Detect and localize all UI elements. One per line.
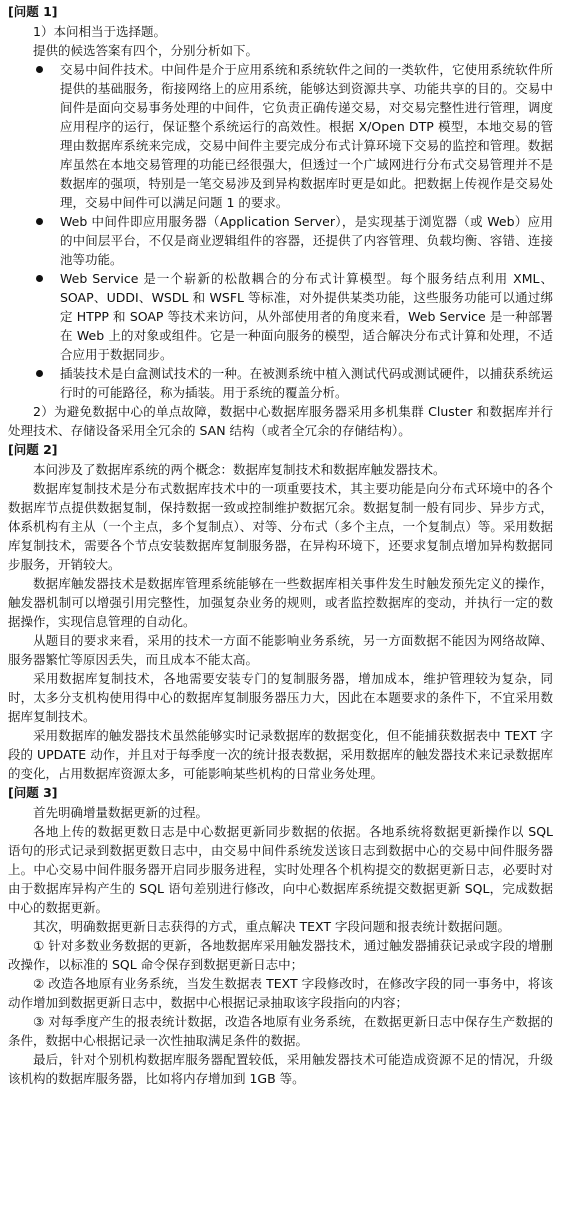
bullet-icon (36, 370, 43, 377)
bullet-text: 交易中间件技术。中间件是介于应用系统和系统软件之间的一类软件，它使用系统软件所提供的基础服务，衔接网络上的应用系统，能够达到资源共享、功能共享的目的。交易中间件是面向交易事务处理的中间件，它负责正确传递交易，对交易完整性进行管理，调度应用程序的运行，保证整个系统运行的高效性。根据 X/Open DTP 模型，本地交易的管理由数据库系统来完成，交易中间件主要完成分布式计算环境下交易的监控和管理。数据库虽然在本地交易管理的功能已经很强大，但透过一个广域网进行分布式交易管理并不是数据库的强项，特别是一笔交易涉及到异构数据库时更是如此。把数据上传视作是交易处理，交易中间件可以满足问题 1 的要求。 (60, 62, 553, 210)
list-item (60, 212, 553, 269)
bullet-text: Web 中间件即应用服务器（Application Server），是实现基于浏览器（或 Web）应用的中间层平台，不仅是商业逻辑组件的容器，还提供了内容管理、负载均衡、容错、连接池等功能。 (60, 214, 553, 267)
paragraph: 其次，明确数据更新日志获得的方式，重点解决 TEXT 字段问题和报表统计数据问题。 (33, 919, 510, 934)
paragraph: 采用数据库复制技术，各地需要安装专门的复制服务器，增加成本，维护管理较为复杂，同时，太多分支机构使用得中心的数据库复制服务器压力大，因此在本题要求的条件下，不宜采用数据库复制技术。 (8, 671, 553, 724)
paragraph: 各地上传的数据更数日志是中心数据更新同步数据的依据。各地系统将数据更新操作以 SQL 语句的形式记录到数据更数日志中，由交易中间件系统发送该日志到数据中心的交易中间件服务器上。中心交易中间件服务器开启同步服务进程，实时处理各个机构提交的数据更新日志，必要时对由于数据库异构产生的 SQL 语句差别进行修改，向中心数据库系统提交数据更新 SQL，完成数据中心的数据更新。 (8, 824, 553, 915)
bullet-text: 插装技术是白盒测试技术的一种。在被测系统中植入测试代码或测试硬件，以捕获系统运行时的可能路径，称为插装。用于系统的覆盖分析。 (60, 366, 553, 400)
paragraph: ① 针对多数业务数据的更新，各地数据库采用触发器技术，通过触发器捕获记录或字段的增删改操作，以标准的 SQL 命令保存到数据更新日志中； (8, 938, 553, 972)
list-item (60, 269, 553, 364)
paragraph: 本问涉及了数据库系统的两个概念：数据库复制技术和数据库触发器技术。 (33, 462, 446, 477)
paragraph: 数据库触发器技术是数据库管理系统能够在一些数据库相关事件发生时触发预先定义的操作，触发器机制可以增强引用完整性，加强复杂业务的规则，或者监控数据库的变动，并执行一定的数据操作，实现信息管理的自动化。 (8, 576, 553, 629)
paragraph: 采用数据库的触发器技术虽然能够实时记录数据库的数据变化，但不能捕获数据表中 TEXT 字段的 UPDATE 动作，并且对于每季度一次的统计报表数据，采用数据库的触发器技术来记录数据库的变化，占用数据库资源太多，可能影响某些机构的日常业务处理。 (8, 728, 553, 781)
section-heading-q1: [问题 1] (8, 4, 58, 19)
bullet-text: Web Service 是一个崭新的松散耦合的分布式计算模型。每个服务结点利用 XML、SOAP、UDDI、WSDL 和 WSFL 等标准，对外提供某类功能，这些服务功能可以通过绑定 HTPP 和 SOAP 等技术来访问，从外部使用者的角度来看，Web Service 是一种部署在 Web 上的对象或组件。它是一种面向服务的模型，适合解决分布式计算和处理，不适合应用于数据同步。 (60, 271, 553, 362)
bullet-icon (36, 218, 43, 225)
paragraph: ③ 对每季度产生的报表统计数据，改造各地原有业务系统，在数据更新日志中保存生产数据的条件，数据中心根据记录一次性抽取满足条件的数据。 (8, 1014, 553, 1048)
paragraph: 从题目的要求来看，采用的技术一方面不能影响业务系统，另一方面数据不能因为网络故障、服务器繁忙等原因丢失，而且成本不能太高。 (8, 633, 553, 667)
paragraph: 数据库复制技术是分布式数据库技术中的一项重要技术，其主要功能是向分布式环境中的各个数据库节点提供数据复制，保持数据一致或控制维护数据冗余。数据复制一般有同步、异步方式，体系机构有主从（一个主点，多个复制点）、对等、分布式（多个主点，一个复制点）等。采用数据库复制技术，需要各个节点安装数据库复制服务器，在异构环境下，还要求复制点增加异构数据同步服务，开销较大。 (8, 481, 553, 572)
q1-item2: 2）为避免数据中心的单点故障，数据中心数据库服务器采用多机集群 Cluster 和数据库并行处理技术、存储设备采用全冗余的 SAN 结构（或者全冗余的存储结构）。 (8, 404, 553, 438)
q1-item1-title: 1）本问相当于选择题。 (33, 24, 166, 39)
section-heading-q3: [问题 3] (8, 785, 58, 800)
paragraph: 首先明确增量数据更新的过程。 (33, 805, 209, 820)
bullet-icon (36, 66, 43, 73)
section-heading-q2: [问题 2] (8, 442, 58, 457)
paragraph: ② 改造各地原有业务系统，当发生数据表 TEXT 字段修改时，在修改字段的同一事务中，将该动作增加到数据更新日志中，数据中心根据记录抽取该字段指向的内容； (8, 976, 553, 1010)
list-item (60, 364, 553, 402)
bullet-icon (36, 275, 43, 282)
q1-item1-intro: 提供的候选答案有四个，分别分析如下。 (33, 43, 259, 58)
list-item (60, 60, 553, 212)
q1-bullet-list (8, 60, 553, 402)
paragraph: 最后，针对个别机构数据库服务器配置较低，采用触发器技术可能造成资源不足的情况，升级该机构的数据库服务器，比如将内存增加到 1GB 等。 (8, 1052, 553, 1086)
